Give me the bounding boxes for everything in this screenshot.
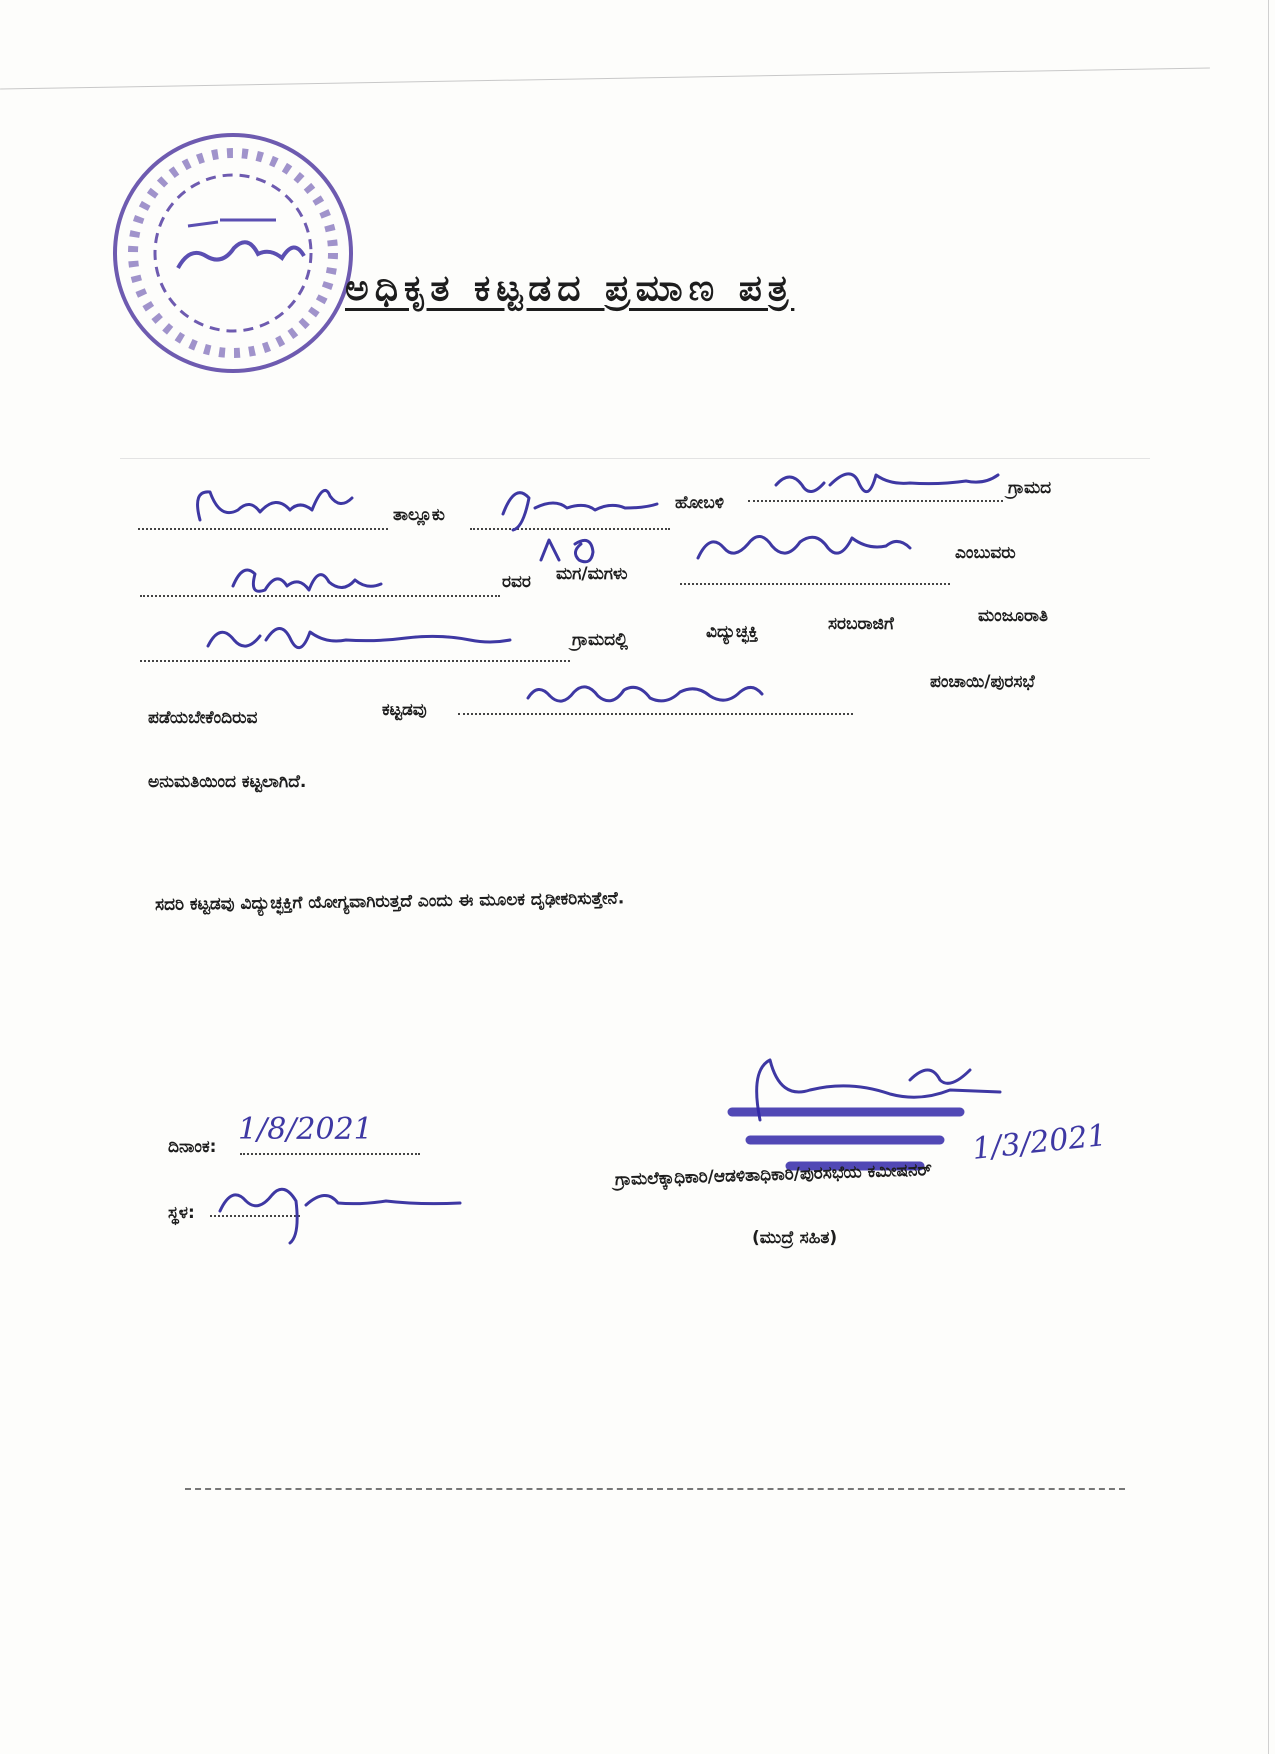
handwritten-panchayath-name bbox=[520, 668, 770, 718]
officer-designation: ಗ್ರಾಮಲೆಕ್ಕಾಧಿಕಾರಿ/ಆಡಳಿತಾಧಿಕಾರಿ/ಪುರಸಭೆಯ ಕಮೀಷನರ್ bbox=[614, 1160, 933, 1190]
handwritten-hobli-name bbox=[495, 478, 665, 538]
document-title: ಅಧಿಕೃತ ಕಟ್ಟಡದ ಪ್ರಮಾಣ ಪತ್ರ bbox=[345, 268, 795, 309]
handwritten-person-name bbox=[225, 550, 395, 610]
signature-date: 1/3/2021 bbox=[970, 1118, 1109, 1167]
ravara-label: ರವರ bbox=[502, 572, 531, 592]
vidyut-text: ವಿದ್ಯುಚ್ಛಕ್ತಿ bbox=[706, 622, 759, 642]
anumathi-text: ಅನುಮತಿಯಿಂದ ಕಟ್ಟಲಾಗಿದೆ. bbox=[148, 772, 307, 792]
kattadavu-text: ಕಟ್ಟಡವು bbox=[382, 700, 427, 720]
padeyabekendirua-text: ಪಡೆಯಬೇಕೆಂದಿರುವ bbox=[148, 708, 258, 728]
handwritten-taluk-name bbox=[190, 480, 370, 540]
taluk-label: ತಾಲ್ಲೂಕು bbox=[393, 505, 445, 525]
manjurathi-text: ಮಂಜೂರಾತಿ bbox=[978, 606, 1048, 626]
hobli-label: ಹೋಬಳಿ bbox=[675, 493, 724, 513]
office-seal-stamp bbox=[108, 128, 358, 378]
sarabarajige-text: ಸರಬರಾಜಿಗೆ bbox=[828, 614, 894, 634]
handwritten-relation-mark bbox=[535, 530, 615, 580]
seal-note: (ಮುದ್ರೆ ಸಹಿತ) bbox=[752, 1228, 838, 1248]
handwritten-parent-name bbox=[690, 518, 920, 578]
handwritten-village-name bbox=[200, 610, 520, 670]
date-value: 1/8/2021 bbox=[238, 1112, 373, 1147]
date-label: ದಿನಾಂಕ: bbox=[168, 1137, 217, 1157]
panchayath-text: ಪಂಚಾಯಿ/ಪುರಸಭೆ bbox=[930, 672, 1035, 692]
embuvaru-label: ಎಂಬುವರು bbox=[955, 543, 1016, 563]
certification-statement: ಸದರಿ ಕಟ್ಟಡವು ವಿದ್ಯುಚ್ಛಕ್ತಿಗೆ ಯೋಗ್ಯವಾಗಿರುತ್ತದೆ ಎಂದು ಈ ಮೂಲಕ ದೃಢೀಕರಿಸುತ್ತೇನೆ. bbox=[154, 888, 625, 915]
gramadalli-text: ಗ್ರಾಮದಲ್ಲಿ bbox=[572, 630, 628, 650]
village-label: ಗ್ರಾಮದ bbox=[1008, 478, 1052, 498]
handwritten-hobli-village bbox=[770, 455, 1010, 515]
footer-dashed-line bbox=[185, 1488, 1125, 1490]
place-label: ಸ್ಥಳ: bbox=[168, 1203, 195, 1223]
handwritten-place-name bbox=[210, 1165, 480, 1245]
son-daughter-label: ಮಗ/ಮಗಳು bbox=[556, 564, 628, 584]
